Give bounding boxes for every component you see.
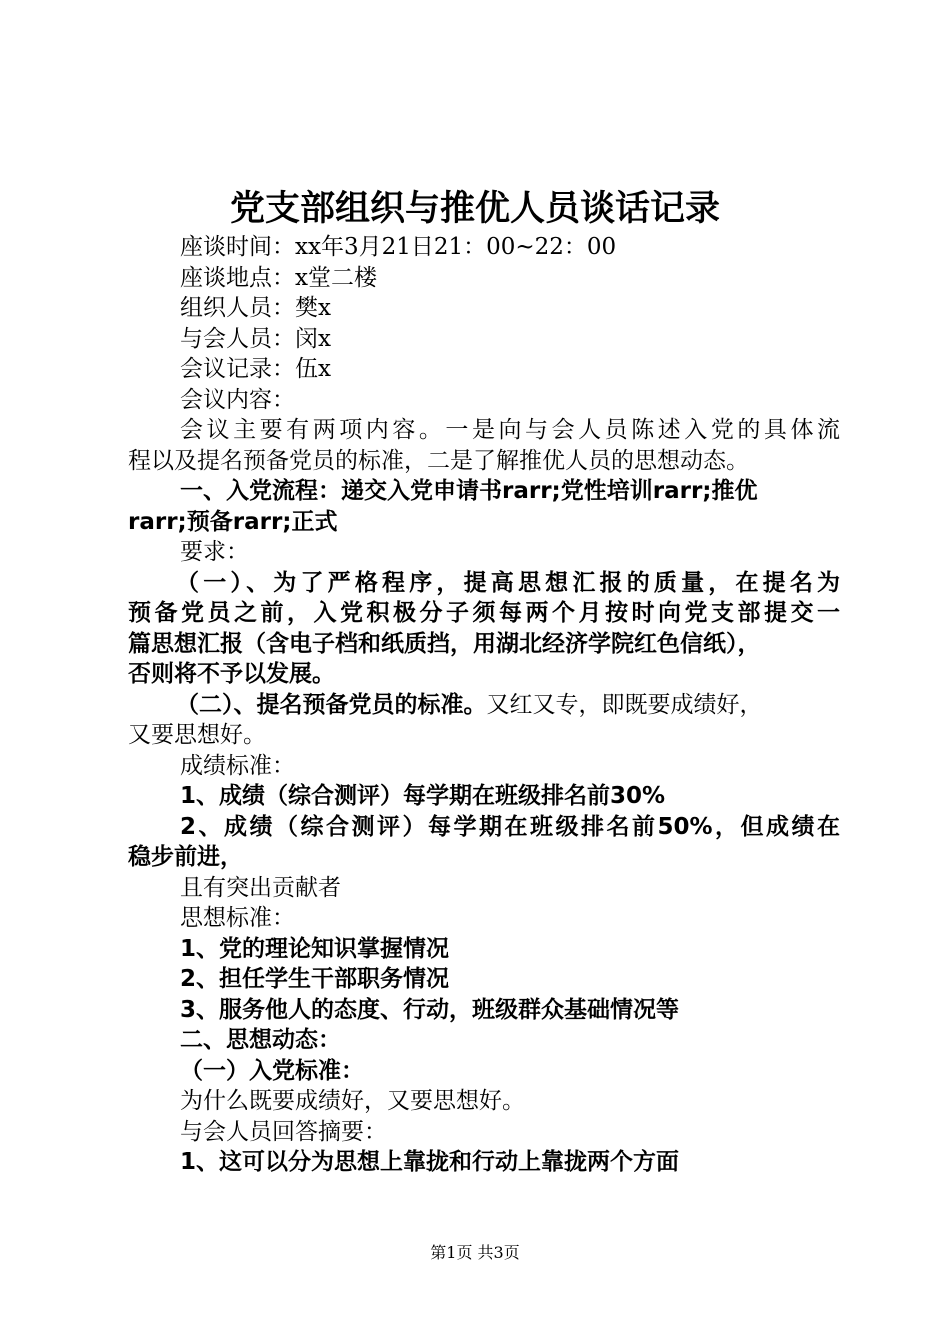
paragraph-line: 且有突出贡献者: [180, 874, 341, 901]
meeting-content-label: 会议内容：: [180, 386, 295, 413]
paragraph-line: [128, 690, 840, 721]
list-item: 2、成绩（综合测评）每学期在班级排名前50%，但成绩在: [180, 813, 840, 840]
meeting-place: 座谈地点：x堂二楼: [180, 264, 377, 291]
paragraph-line: 会议主要有两项内容。一是向与会人员陈述入党的具体流: [180, 417, 840, 443]
paragraph-line: 与会人员回答摘要：: [180, 1118, 387, 1145]
paragraph-line: 又要思想好。: [128, 722, 266, 748]
standard-heading: （二）、提名预备党员的标准。: [176, 691, 487, 718]
paragraph-line: rarr;预备rarr;正式: [128, 508, 338, 535]
list-item: 1、成绩（综合测评）每学期在班级排名前30%: [180, 783, 666, 809]
page-footer: 第1页 共3页: [430, 1243, 520, 1262]
paragraph-line: 程以及提名预备党员的标准，二是了解推优人员的思想动态。: [128, 447, 749, 474]
paragraph-line: 预备党员之前，入党积极分子须每两个月按时向党支部提交一: [128, 600, 840, 626]
attendee: 与会人员：闵x: [180, 325, 331, 352]
thought-standard-label: 思想标准：: [180, 905, 295, 931]
paragraph-line: 为什么既要成绩好，又要思想好。: [180, 1088, 525, 1114]
recorder: 会议记录：伍x: [180, 356, 331, 382]
subsection-heading: （一）入党标准：: [180, 1057, 364, 1084]
list-item: 稳步前进，: [128, 844, 243, 870]
grade-standard-label: 成绩标准：: [180, 752, 295, 779]
paragraph-line: 否则将不予以发展。: [128, 661, 335, 687]
meeting-time: 座谈时间：xx年3月21日21：00~22：00: [180, 234, 617, 260]
paragraph-line: 篇思想汇报（含电子档和纸质挡，用湖北经济学院红色信纸），: [128, 630, 761, 657]
section-heading: 二、思想动态：: [180, 1027, 341, 1053]
standard-text: 又红又专，即既要成绩好，: [486, 691, 763, 718]
requirements-label: 要求：: [180, 539, 249, 565]
organizer: 组织人员：樊x: [180, 295, 331, 321]
list-item: 1、党的理论知识掌握情况: [180, 935, 450, 962]
list-item: 3、服务他人的态度、行动，班级群众基础情况等: [180, 996, 680, 1023]
list-item: 1、这可以分为思想上靠拢和行动上靠拢两个方面: [180, 1149, 680, 1175]
paragraph-line: （一）、为了严格程序，提高思想汇报的质量，在提名为: [176, 569, 840, 596]
document-body: [128, 232, 840, 1178]
section-heading: 一、入党流程：递交入党申请书rarr;党性培训rarr;推优: [180, 478, 758, 504]
document-title: 党支部组织与推优人员谈话记录: [229, 188, 720, 229]
list-item: 2、担任学生干部职务情况: [180, 966, 450, 992]
